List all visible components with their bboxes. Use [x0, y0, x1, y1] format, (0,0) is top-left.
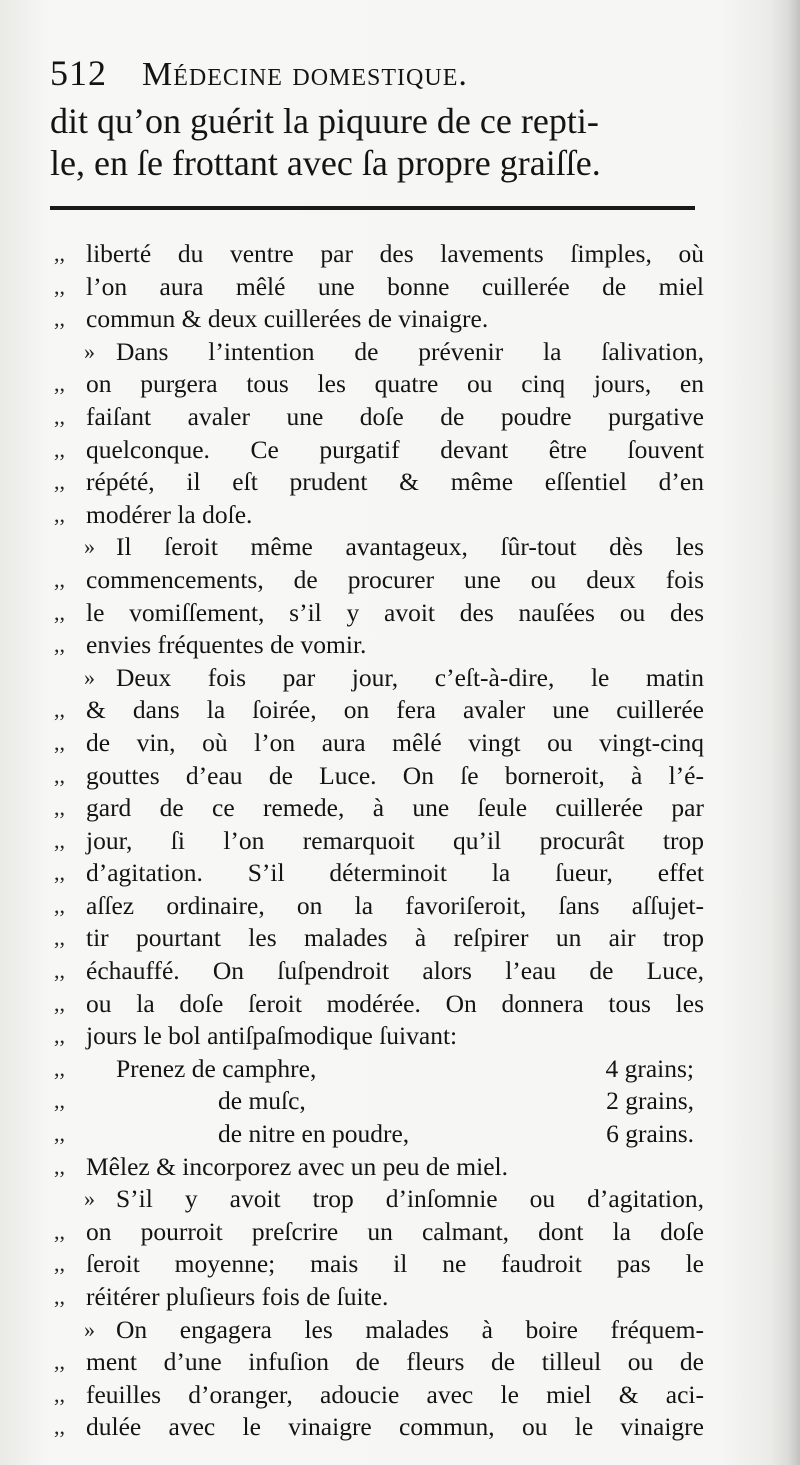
- text-line: [54, 1183, 704, 1216]
- quote-mark: ,,: [54, 1055, 65, 1081]
- line-text: de vin, où l’on aura mêlé vingt ou vingt-cinq: [86, 727, 704, 757]
- quote-mark: ,,: [54, 436, 65, 462]
- text-line: [54, 922, 704, 955]
- line-text: faiſant avaler une doſe de poudre purgative: [86, 401, 704, 431]
- line-text: d’agitation. S’il déterminoit la ſueur, effet: [86, 858, 704, 888]
- text-line: [54, 857, 704, 890]
- line-text: ou la doſe ſeroit modérée. On donnera tous les: [86, 988, 704, 1018]
- quote-mark: ,,: [54, 1381, 65, 1407]
- recipe-ingredient: de muſc,: [218, 1086, 306, 1116]
- quote-mark: ,,: [54, 1349, 65, 1375]
- line-text: répété, il eſt prudent & même eſſentiel d’en: [86, 467, 704, 497]
- line-text: Mêlez & incorporez avec un peu de miel.: [86, 1151, 508, 1181]
- text-line: [54, 303, 704, 336]
- recipe-ingredient: Prenez de camphre,: [116, 1053, 317, 1083]
- recipe-line: [54, 1053, 704, 1086]
- recipe-line: [54, 1085, 704, 1118]
- line-text: & dans la ſoirée, on fera avaler une cuillerée: [86, 695, 704, 725]
- quote-mark: ,,: [54, 827, 65, 853]
- line-text: on purgera tous les quatre ou cinq jours, en: [86, 369, 704, 399]
- line-text: dulée avec le vinaigre commun, ou le vinaigre: [86, 1412, 704, 1442]
- line-text: quelconque. Ce purgatif devant être ſouvent: [86, 434, 704, 464]
- text-line: [54, 434, 704, 467]
- quote-mark: ,,: [54, 795, 65, 821]
- line-text: réitérer pluſieurs fois de ſuite.: [86, 1282, 389, 1311]
- text-line: [54, 531, 704, 564]
- quote-mark: »: [84, 534, 95, 560]
- line-text: commun & deux cuillerées de vinaigre.: [86, 304, 489, 334]
- text-line: [54, 629, 704, 662]
- quote-mark: ,,: [54, 1218, 65, 1244]
- text-line: [54, 368, 704, 401]
- quote-mark: ,,: [54, 469, 65, 495]
- page-number: 512: [50, 53, 107, 93]
- text-line: [54, 694, 704, 727]
- line-text: jour, ſi l’on remarquoit qu’il procurât trop: [86, 825, 704, 855]
- quote-mark: ,,: [54, 306, 65, 332]
- quote-mark: ,,: [54, 1284, 65, 1309]
- text-line: [54, 564, 704, 597]
- text-line: [54, 988, 704, 1021]
- running-title: Médecine domestique.: [142, 56, 468, 93]
- line-text: modérer la doſe.: [86, 499, 253, 529]
- page-gutter-shadow: [770, 0, 800, 1465]
- text-line: [54, 792, 704, 825]
- line-text: aſſez ordinaire, on la favoriſeroit, ſans aſſujet-: [86, 890, 704, 920]
- quote-mark: »: [84, 1316, 95, 1342]
- line-text: jours le bol antiſpaſmodique ſuivant:: [86, 1021, 458, 1051]
- text-line: [54, 1379, 704, 1412]
- quote-mark: ,,: [54, 762, 65, 788]
- text-line: [54, 1216, 704, 1249]
- quote-mark: ,,: [54, 860, 65, 886]
- text-line: [54, 825, 704, 858]
- line-text: ſeroit moyenne; mais il ne faudroit pas le: [86, 1249, 704, 1279]
- recipe-ingredient: de nitre en poudre,: [218, 1119, 410, 1149]
- line-text: feuilles d’oranger, adoucie avec le miel & aci-: [86, 1379, 704, 1409]
- text-line: [54, 466, 704, 499]
- text-line: [54, 1020, 704, 1053]
- quote-mark: »: [84, 338, 95, 364]
- text-line: [54, 238, 704, 271]
- line-text: Dans l’intention de prévenir la ſalivation,: [116, 336, 704, 366]
- quote-mark: ,,: [54, 958, 65, 984]
- quote-mark: ,,: [54, 273, 65, 299]
- line-text: on pourroit preſcrire un calmant, dont la doſe: [86, 1216, 704, 1246]
- quote-mark: ,,: [54, 1121, 65, 1147]
- text-line: [54, 1346, 704, 1379]
- recipe-dose: 2 grains,: [606, 1086, 694, 1116]
- quote-mark: ,,: [54, 632, 65, 658]
- text-line: [54, 1151, 704, 1184]
- quote-mark: ,,: [54, 599, 65, 625]
- quote-mark: »: [84, 1186, 95, 1212]
- line-text: commencements, de procurer une ou deux fois: [86, 564, 704, 594]
- text-line: [54, 271, 704, 304]
- recipe-dose: 6 grains.: [606, 1119, 694, 1149]
- quote-mark: ,,: [54, 990, 65, 1016]
- line-text: envies fréquentes de vomir.: [86, 630, 367, 660]
- quote-mark: ,,: [54, 1251, 65, 1277]
- line-text: ment d’une infuſion de fleurs de tilleul ou de: [86, 1347, 704, 1377]
- quote-mark: ,,: [54, 892, 65, 918]
- quote-mark: ,,: [54, 371, 65, 397]
- carryover-line: dit qu’on guérit la piquure de ce repti-: [50, 101, 599, 141]
- line-text: échauffé. On ſuſpendroit alors l’eau de Luce,: [86, 956, 704, 986]
- text-line: [54, 662, 704, 695]
- quote-mark: ,,: [54, 403, 65, 429]
- text-line: [54, 499, 704, 532]
- text-line: [54, 401, 704, 434]
- quote-mark: ,,: [54, 1088, 65, 1114]
- text-line: [54, 890, 704, 923]
- text-line: [54, 760, 704, 793]
- recipe-line: [54, 1118, 704, 1151]
- line-text: Deux fois par jour, c’eſt-à-dire, le matin: [116, 662, 704, 692]
- quote-mark: ,,: [54, 697, 65, 723]
- quote-mark: ,,: [54, 1023, 65, 1049]
- quote-mark: ,,: [54, 1414, 65, 1440]
- carryover-line: le, en ſe frottant avec ſa propre graiſſe.: [50, 143, 601, 183]
- quote-mark: »: [84, 664, 95, 690]
- line-text: Il ſeroit même avantageux, ſûr-tout dès les: [116, 532, 704, 562]
- quote-mark: ,,: [54, 241, 65, 266]
- line-text: gard de ce remede, à une ſeule cuillerée par: [86, 793, 704, 823]
- quote-mark: ,,: [54, 925, 65, 951]
- main-text: [54, 238, 704, 1444]
- quote-mark: ,,: [54, 729, 65, 755]
- text-line: [54, 1314, 704, 1347]
- line-text: On engagera les malades à boire fréquem-: [116, 1314, 704, 1344]
- text-line: [54, 336, 704, 369]
- line-text: l’on aura mêlé une bonne cuillerée de miel: [86, 271, 704, 301]
- separator-rule: [50, 206, 695, 210]
- text-line: [54, 597, 704, 630]
- carryover-paragraph: [50, 100, 710, 184]
- text-line: [54, 727, 704, 760]
- quote-mark: ,,: [54, 1153, 65, 1179]
- line-text: tir pourtant les malades à reſpirer un air trop: [86, 923, 704, 953]
- running-header: [50, 52, 610, 102]
- text-line: [54, 1281, 704, 1314]
- recipe-dose: 4 grains;: [605, 1053, 694, 1083]
- text-line: [54, 955, 704, 988]
- text-line: [54, 1248, 704, 1281]
- line-text: S’il y avoit trop d’inſomnie ou d’agitation,: [116, 1184, 704, 1214]
- text-line: [54, 1411, 704, 1444]
- line-text: liberté du ventre par des lavements ſimples, où: [86, 239, 704, 268]
- quote-mark: ,,: [54, 501, 65, 527]
- line-text: le vomiſſement, s’il y avoit des nauſées ou des: [86, 597, 704, 627]
- quote-mark: ,,: [54, 566, 65, 592]
- line-text: gouttes d’eau de Luce. On ſe borneroit, à l’é-: [86, 760, 704, 790]
